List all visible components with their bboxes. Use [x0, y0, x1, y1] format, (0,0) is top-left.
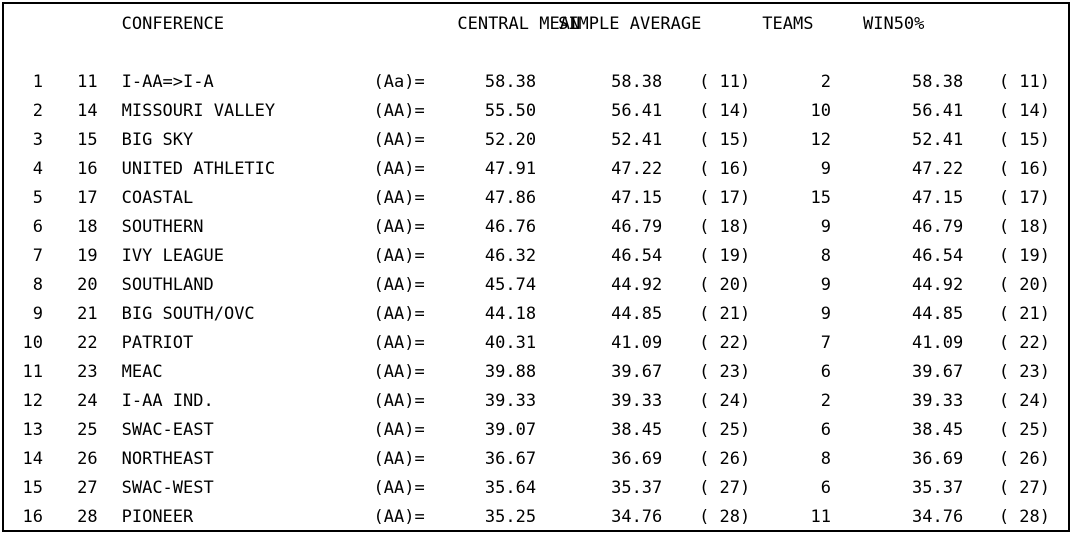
cell-rank: 4	[32, 159, 43, 179]
cell-simple-rank: ( 20)	[699, 275, 751, 295]
cell-simple-average: 34.76	[611, 507, 663, 527]
cell-win50-rank: ( 19)	[998, 246, 1050, 266]
cell-central-mean: 45.74	[484, 275, 537, 295]
cell-tag: (AA)=	[373, 420, 425, 440]
cell-simple-rank: ( 21)	[699, 304, 751, 324]
header-row	[4, 10, 1068, 39]
cell-win50: 39.67	[912, 362, 964, 382]
cell-simple-rank: ( 23)	[699, 362, 751, 382]
cell-simple-rank: ( 24)	[699, 391, 751, 411]
header-spacer-cell	[4, 39, 1068, 68]
table-row	[4, 416, 1068, 445]
cell-simple-average: 44.85	[611, 304, 663, 324]
cell-tag: (AA)=	[373, 507, 425, 527]
cell-win50: 46.54	[912, 246, 964, 266]
table-row	[4, 126, 1068, 155]
table-border-frame	[2, 2, 1070, 532]
header-rank	[4, 10, 47, 39]
cell-teams: 7	[820, 333, 831, 353]
cell-rank: 5	[32, 188, 43, 208]
table-row	[4, 242, 1068, 271]
cell-win50-rank: ( 28)	[998, 507, 1050, 527]
cell-win50: 56.41	[912, 101, 964, 121]
cell-central-mean: 55.50	[484, 101, 537, 121]
cell-simple-rank: ( 19)	[699, 246, 751, 266]
cell-teams: 9	[820, 217, 831, 237]
cell-teams: 6	[820, 420, 831, 440]
cell-win50-rank: ( 16)	[998, 159, 1050, 179]
cell-tag: (AA)=	[373, 362, 425, 382]
cell-simple-average: 52.41	[611, 130, 663, 150]
cell-teams: 12	[810, 130, 831, 150]
cell-tag: (AA)=	[373, 478, 425, 498]
cell-win50: 35.37	[912, 478, 964, 498]
cell-simple-average: 39.33	[611, 391, 663, 411]
cell-number: 26	[77, 449, 98, 469]
cell-central-mean: 46.76	[484, 217, 537, 237]
cell-simple-rank: ( 27)	[699, 478, 751, 498]
cell-win50: 44.92	[912, 275, 964, 295]
cell-conference: BIG SOUTH/OVC	[121, 304, 255, 324]
cell-win50: 47.22	[912, 159, 964, 179]
cell-win50-rank: ( 15)	[998, 130, 1050, 150]
cell-conference: SWAC-EAST	[121, 420, 214, 440]
cell-central-mean: 39.88	[484, 362, 537, 382]
cell-simple-average: 38.45	[611, 420, 663, 440]
cell-central-mean: 39.07	[484, 420, 537, 440]
cell-number: 25	[77, 420, 98, 440]
cell-number: 11	[77, 72, 98, 92]
table-row	[4, 300, 1068, 329]
cell-rank: 7	[32, 246, 43, 266]
table-row	[4, 445, 1068, 474]
cell-number: 17	[77, 188, 98, 208]
cell-simple-rank: ( 18)	[699, 217, 751, 237]
cell-win50: 41.09	[912, 333, 964, 353]
cell-rank: 1	[32, 72, 43, 92]
cell-teams: 9	[820, 275, 831, 295]
cell-number: 22	[77, 333, 98, 353]
cell-simple-rank: ( 17)	[699, 188, 751, 208]
cell-rank: 8	[32, 275, 43, 295]
cell-teams: 9	[820, 159, 831, 179]
cell-rank: 6	[32, 217, 43, 237]
cell-win50-rank: ( 18)	[998, 217, 1050, 237]
cell-central-mean: 46.32	[484, 246, 537, 266]
cell-rank: 2	[32, 101, 43, 121]
cell-number: 20	[77, 275, 98, 295]
cell-simple-rank: ( 25)	[699, 420, 751, 440]
cell-conference: UNITED ATHLETIC	[121, 159, 276, 179]
cell-simple-rank: ( 28)	[699, 507, 751, 527]
cell-win50-rank: ( 27)	[998, 478, 1050, 498]
header-simple-average: SIMPLE AVERAGE	[558, 14, 702, 34]
cell-conference: BIG SKY	[121, 130, 194, 150]
cell-simple-rank: ( 26)	[699, 449, 751, 469]
cell-number: 24	[77, 391, 98, 411]
cell-central-mean: 40.31	[484, 333, 537, 353]
cell-conference: NORTHEAST	[121, 449, 214, 469]
cell-number: 18	[77, 217, 98, 237]
cell-teams: 15	[810, 188, 831, 208]
cell-central-mean: 39.33	[484, 391, 537, 411]
cell-tag: (Aa)=	[373, 72, 425, 92]
table-row	[4, 184, 1068, 213]
cell-number: 16	[77, 159, 98, 179]
cell-central-mean: 36.67	[484, 449, 537, 469]
cell-simple-rank: ( 22)	[699, 333, 751, 353]
cell-teams: 8	[820, 449, 831, 469]
cell-conference: SOUTHERN	[121, 217, 204, 237]
cell-win50: 39.33	[912, 391, 964, 411]
cell-teams: 11	[810, 507, 831, 527]
cell-number: 28	[77, 507, 98, 527]
cell-conference: IVY LEAGUE	[121, 246, 224, 266]
cell-simple-rank: ( 11)	[699, 72, 751, 92]
cell-simple-rank: ( 14)	[699, 101, 751, 121]
cell-simple-average: 46.79	[611, 217, 663, 237]
cell-rank: 16	[22, 507, 43, 527]
cell-win50: 38.45	[912, 420, 964, 440]
table-row	[4, 271, 1068, 300]
cell-win50: 36.69	[912, 449, 964, 469]
cell-conference: SWAC-WEST	[121, 478, 214, 498]
cell-number: 27	[77, 478, 98, 498]
cell-conference: COASTAL	[121, 188, 194, 208]
cell-tag: (AA)=	[373, 101, 425, 121]
cell-teams: 10	[810, 101, 831, 121]
cell-conference: MISSOURI VALLEY	[121, 101, 276, 121]
cell-win50-rank: ( 22)	[998, 333, 1050, 353]
cell-rank: 12	[22, 391, 43, 411]
cell-tag: (AA)=	[373, 333, 425, 353]
cell-teams: 2	[820, 72, 831, 92]
cell-central-mean: 47.91	[484, 159, 537, 179]
cell-simple-average: 35.37	[611, 478, 663, 498]
cell-tag: (AA)=	[373, 217, 425, 237]
table-body	[4, 68, 1068, 532]
cell-simple-average: 41.09	[611, 333, 663, 353]
cell-simple-average: 39.67	[611, 362, 663, 382]
cell-tag: (AA)=	[373, 275, 425, 295]
cell-simple-average: 44.92	[611, 275, 663, 295]
header-conference: CONFERENCE	[121, 14, 224, 34]
table-row	[4, 213, 1068, 242]
table-row	[4, 387, 1068, 416]
cell-tag: (AA)=	[373, 188, 425, 208]
table-row	[4, 474, 1068, 503]
cell-win50: 44.85	[912, 304, 964, 324]
cell-central-mean: 35.64	[484, 478, 537, 498]
table-row	[4, 97, 1068, 126]
cell-win50-rank: ( 17)	[998, 188, 1050, 208]
cell-win50-rank: ( 24)	[998, 391, 1050, 411]
table-row	[4, 503, 1068, 532]
cell-central-mean: 35.25	[484, 507, 537, 527]
cell-simple-average: 46.54	[611, 246, 663, 266]
header-central-mean: CENTRAL MEAN	[457, 14, 581, 34]
cell-win50-rank: ( 26)	[998, 449, 1050, 469]
cell-tag: (AA)=	[373, 130, 425, 150]
cell-win50: 58.38	[912, 72, 964, 92]
cell-rank: 3	[32, 130, 43, 150]
cell-teams: 8	[820, 246, 831, 266]
table-row	[4, 155, 1068, 184]
cell-win50: 47.15	[912, 188, 964, 208]
cell-tag: (AA)=	[373, 159, 425, 179]
header-win50: WIN50%	[862, 14, 925, 34]
cell-teams: 9	[820, 304, 831, 324]
cell-rank: 9	[32, 304, 43, 324]
cell-rank: 10	[22, 333, 43, 353]
cell-tag: (AA)=	[373, 391, 425, 411]
table-row	[4, 358, 1068, 387]
header-number	[47, 10, 114, 39]
cell-teams: 6	[820, 362, 831, 382]
cell-conference: SOUTHLAND	[121, 275, 214, 295]
cell-tag: (AA)=	[373, 304, 425, 324]
cell-simple-average: 36.69	[611, 449, 663, 469]
cell-win50-rank: ( 14)	[998, 101, 1050, 121]
cell-number: 14	[77, 101, 98, 121]
cell-central-mean: 58.38	[484, 72, 537, 92]
cell-conference: PIONEER	[121, 507, 194, 527]
cell-conference: MEAC	[121, 362, 163, 382]
cell-win50-rank: ( 11)	[998, 72, 1050, 92]
cell-central-mean: 44.18	[484, 304, 537, 324]
cell-tag: (AA)=	[373, 449, 425, 469]
cell-simple-average: 47.15	[611, 188, 663, 208]
cell-conference: I-AA=>I-A	[121, 72, 214, 92]
cell-conference: PATRIOT	[121, 333, 194, 353]
cell-win50: 34.76	[912, 507, 964, 527]
table-row	[4, 329, 1068, 358]
cell-central-mean: 47.86	[484, 188, 537, 208]
cell-number: 19	[77, 246, 98, 266]
cell-number: 23	[77, 362, 98, 382]
cell-simple-rank: ( 15)	[699, 130, 751, 150]
cell-simple-average: 56.41	[611, 101, 663, 121]
conference-rankings-table	[4, 10, 1068, 532]
cell-rank: 15	[22, 478, 43, 498]
table-header	[4, 10, 1068, 68]
cell-win50: 52.41	[912, 130, 964, 150]
cell-rank: 14	[22, 449, 43, 469]
cell-number: 15	[77, 130, 98, 150]
table-row	[4, 68, 1068, 97]
cell-win50-rank: ( 20)	[998, 275, 1050, 295]
cell-teams: 6	[820, 478, 831, 498]
cell-win50-rank: ( 25)	[998, 420, 1050, 440]
table-container	[4, 4, 1068, 530]
cell-rank: 13	[22, 420, 43, 440]
header-teams: TEAMS	[762, 14, 814, 34]
cell-win50-rank: ( 21)	[998, 304, 1050, 324]
cell-win50-rank: ( 23)	[998, 362, 1050, 382]
cell-win50: 46.79	[912, 217, 964, 237]
cell-tag: (AA)=	[373, 246, 425, 266]
cell-simple-average: 58.38	[611, 72, 663, 92]
cell-conference: I-AA IND.	[121, 391, 214, 411]
cell-rank: 11	[22, 362, 43, 382]
header-spacer-row	[4, 39, 1068, 68]
cell-simple-average: 47.22	[611, 159, 663, 179]
cell-central-mean: 52.20	[484, 130, 537, 150]
cell-number: 21	[77, 304, 98, 324]
cell-simple-rank: ( 16)	[699, 159, 751, 179]
cell-teams: 2	[820, 391, 831, 411]
